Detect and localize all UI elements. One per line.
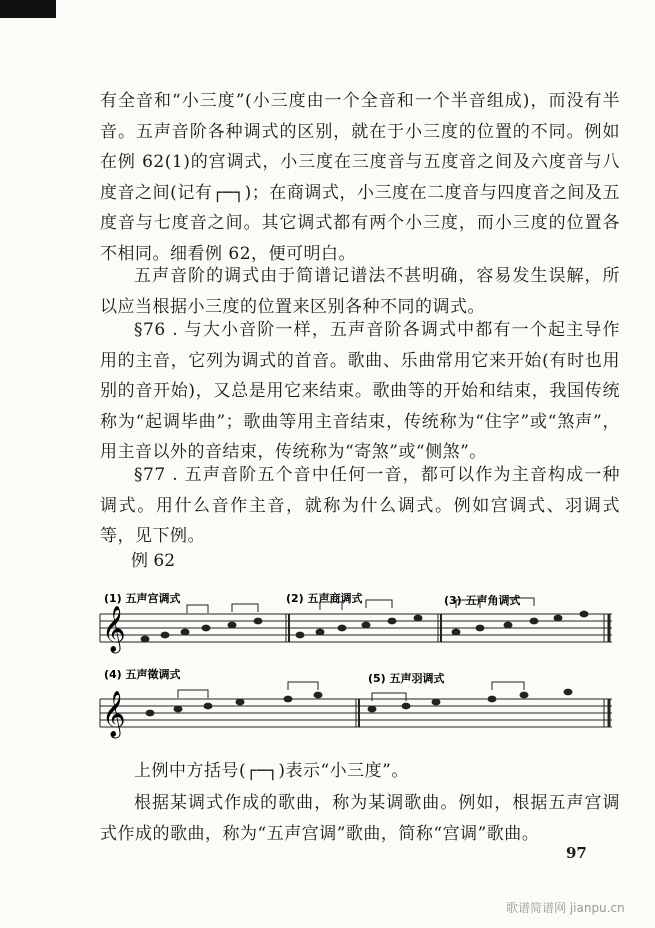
watermark: 歌谱简谱网 jianpu.cn	[506, 901, 625, 915]
example-label: 例 62	[131, 551, 176, 571]
paragraph-section-76: §76 . 与大小音阶一样，五声音阶各调式中都有一个起主导作用的主音，它列为调式的首音。歌曲、乐曲常用它来开始(有时也用别的音开始)，又总是用它来结束。歌曲等的开始和结束，我国传统称为“起调毕曲”；歌曲等用主音结束，传统称为“住字”或“煞声”，用主音以外的音结束，传统称为“寄煞”或“侧煞”。	[100, 320, 620, 462]
paragraph-section-77: §77 . 五声音阶五个音中任何一音，都可以作为主音构成一种调式。用什么音作主音，就称为什么调式。例如宫调式、羽调式等，见下例。	[100, 465, 620, 546]
paragraph-conclusion: 根据某调式作成的歌曲，称为某调歌曲。例如，根据五声宫调式作成的歌曲，称为“五声宫调”歌曲，简称“宫调”歌曲。	[100, 793, 620, 844]
staff-line-2	[100, 699, 612, 727]
notes-line-1	[141, 611, 589, 643]
staff-label-5: (5) 五声羽调式	[368, 672, 445, 685]
staff-label-3: (3) 五声角调式	[444, 594, 521, 607]
paragraph-1: 有全音和“小三度”(小三度由一个全音和一个半音组成)，而没有半音。五声音阶各种调式的区别，就在于小三度的位置的不同。例如在例 62(1)的宫调式，小三度在三度音与五度音之间及六度音与八度音之间(记有┌─┐)；在商调式，小三度在二度音与四度音之间及五度音与七度音之间。其它调式都有两个小三度，而小三度的位置各不相同。细看例 62，便可明白。	[100, 91, 620, 264]
treble-clef-icon: 𝄞	[102, 606, 126, 652]
paragraph-2: 五声音阶的调式由于简谱记谱法不甚明确，容易发生误解，所以应当根据小三度的位置来区别各种不同的调式。	[100, 266, 620, 317]
paragraph-bracket-note: 上例中方括号(┌─┐)表示“小三度”。	[134, 761, 409, 781]
page-number: 97	[566, 844, 587, 862]
staff-label-4: (4) 五声徵调式	[104, 668, 181, 681]
staff-label-2: (2) 五声商调式	[286, 592, 363, 605]
treble-clef-icon: 𝄞	[102, 691, 126, 737]
staff-label-1: (1) 五声宫调式	[104, 592, 181, 605]
minor-third-brackets-2	[178, 682, 524, 701]
